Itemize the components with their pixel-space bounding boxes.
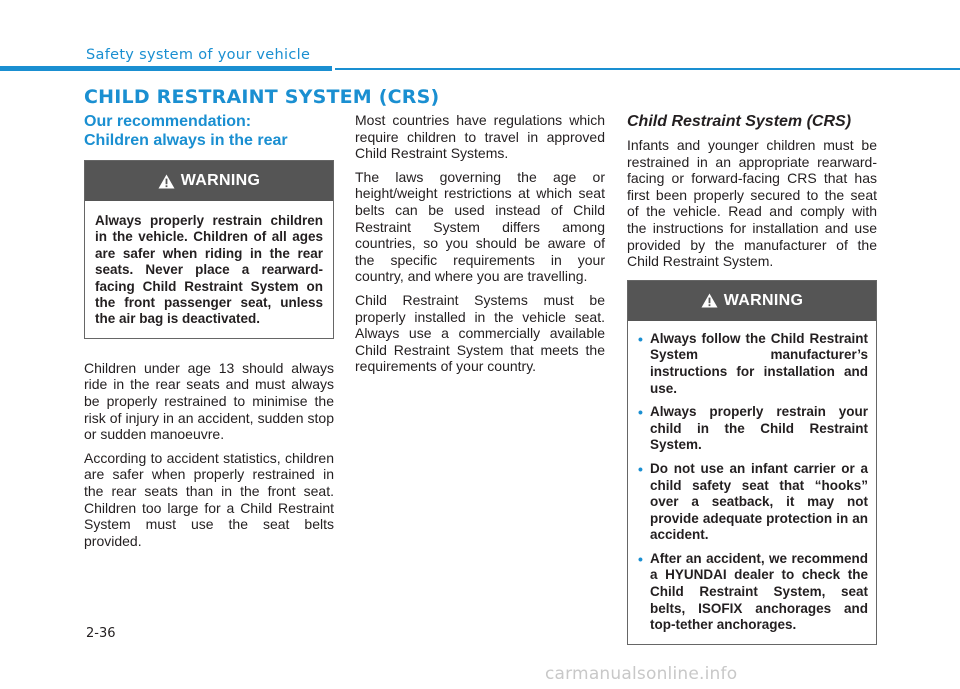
warning-header xyxy=(85,161,333,201)
warning-list-item xyxy=(638,461,868,544)
section-header: Safety system of your vehicle xyxy=(86,47,311,63)
warning-list-item xyxy=(638,404,868,454)
right-column xyxy=(627,112,877,645)
warning-triangle-icon xyxy=(701,293,718,308)
crs-heading: Child Restraint System (CRS) xyxy=(627,113,852,130)
page-number: 2-36 xyxy=(86,626,116,641)
warning-item-text: After an accident, we recommend a HYUNDAI dealer to check the Child Restraint System, seat belts, ISOFIX anchorages and top-tether anchorages. xyxy=(650,550,868,633)
middle-paragraph-3: Child Restraint Systems must be properly installed in the vehicle seat. Always use a commercially available Child Restraint System that meets the requirements of your country. xyxy=(355,291,605,375)
warning-box-right xyxy=(627,280,877,645)
warning-label: WARNING xyxy=(180,172,261,189)
warning-label: WARNING xyxy=(723,291,804,309)
warning-list-item xyxy=(638,551,868,634)
warning-box-left xyxy=(84,160,334,339)
warning-text: Always properly restrain children in the vehicle. Children of all ages are safer when riding in the rear seats. Never place a rearward-facing Child Restraint System on the front passenger seat, unless the air bag is deactivated. xyxy=(95,213,323,327)
recommendation-heading-line1: Our recommendation: xyxy=(84,113,252,130)
header-rule-thick xyxy=(0,66,332,71)
left-paragraph-1: Children under age 13 should always ride in the rear seats and must always be properly restrained to minimise the risk of injury in an accident, sudden stop or sudden manoeuvre. xyxy=(84,359,334,443)
middle-paragraph-2: The laws governing the age or height/weight restrictions at which seat belts can be used instead of Child Restraint System differs among countries, so you should be aware of the specific requirements in your country, and where you are travelling. xyxy=(355,168,605,285)
left-column xyxy=(84,112,334,556)
header-rule-thin xyxy=(335,68,960,70)
bullet-icon: • xyxy=(638,460,643,477)
recommendation-heading-line2: Children always in the rear xyxy=(84,132,288,149)
bullet-icon: • xyxy=(638,404,643,421)
left-body xyxy=(84,360,334,550)
warning-list-item xyxy=(638,331,868,397)
watermark: carmanualsonline.info xyxy=(545,664,738,684)
warning-header xyxy=(628,281,876,321)
middle-paragraph-1: Most countries have regulations which require children to travel in approved Child Restraint Systems. xyxy=(355,112,605,162)
warning-triangle-icon xyxy=(158,174,175,189)
bullet-icon: • xyxy=(638,550,643,567)
left-paragraph-2: According to accident statistics, children are safer when properly restrained in the rear seats than in the front seat. Children too large for a Child Restraint System must use the seat belts provided. xyxy=(84,449,334,549)
recommendation-heading xyxy=(84,112,334,150)
warning-item-text: Always follow the Child Restraint System manufacturer’s instructions for installation and use. xyxy=(650,330,868,396)
warning-list xyxy=(628,321,876,644)
middle-column xyxy=(355,112,605,382)
crs-paragraph: Infants and younger children must be restrained in an appropriate rearward-facing or forward-facing CRS that has first been properly secured to the seat of the vehicle. Read and comply with the instructions for installation and use provided by the manufacturer of the Child Restraint System. xyxy=(627,137,877,270)
chapter-title: CHILD RESTRAINT SYSTEM (CRS) xyxy=(84,86,440,108)
bullet-icon: • xyxy=(638,330,643,347)
warning-item-text: Always properly restrain your child in the Child Restraint System. xyxy=(650,404,868,453)
warning-item-text: Do not use an infant carrier or a child safety seat that “hooks” over a seatback, it may not provide adequate protection in an accident. xyxy=(650,460,868,543)
